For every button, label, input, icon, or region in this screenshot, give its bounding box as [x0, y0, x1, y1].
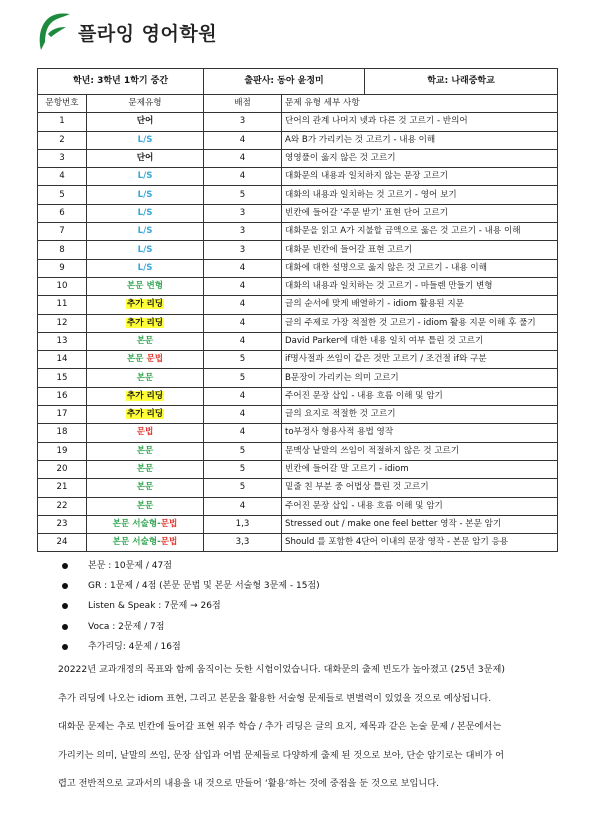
question-type — [87, 168, 204, 186]
header-num: 문항번호 — [38, 95, 87, 113]
question-score: 4 — [204, 296, 282, 314]
academy-logo — [36, 12, 217, 52]
question-number: 8 — [38, 241, 87, 259]
question-number: 21 — [38, 479, 87, 497]
question-type — [87, 186, 204, 204]
question-score: 4 — [204, 259, 282, 277]
question-type — [87, 223, 204, 241]
type-label: 본문 변형 — [126, 281, 164, 292]
question-score: 4 — [204, 406, 282, 424]
table-row — [38, 204, 558, 222]
question-type — [87, 277, 204, 295]
header-score: 배점 — [204, 95, 282, 113]
question-type — [87, 369, 204, 387]
type-label: L/S — [137, 189, 153, 200]
table-row — [38, 332, 558, 350]
question-type — [87, 241, 204, 259]
header-type: 문제유형 — [87, 95, 204, 113]
question-score: 4 — [204, 424, 282, 442]
question-number: 13 — [38, 332, 87, 350]
question-type — [87, 497, 204, 515]
question-detail: 주어진 문장 삽입 - 내용 흐름 이해 및 암기 — [282, 497, 558, 515]
question-score: 4 — [204, 387, 282, 405]
header-detail: 문제 유형 세부 사항 — [282, 95, 558, 113]
question-number: 9 — [38, 259, 87, 277]
table-row — [38, 442, 558, 460]
table-row — [38, 406, 558, 424]
question-number: 22 — [38, 497, 87, 515]
table-row — [38, 479, 558, 497]
question-type — [87, 534, 204, 552]
question-number: 19 — [38, 442, 87, 460]
info-row — [38, 69, 558, 95]
question-detail: 대화의 내용과 일치하는 것 고르기 - 마들렌 만들기 변형 — [282, 277, 558, 295]
question-number: 2 — [38, 131, 87, 149]
question-number: 6 — [38, 204, 87, 222]
commentary-line: 추가 리딩에 나오는 idiom 표현, 그리고 본문을 활용한 서술형 문제들로 변별력이 있었을 것으로 예상됩니다. — [58, 693, 492, 704]
question-detail: 영영풀이 옳지 않은 것 고르기 — [282, 149, 558, 167]
question-score: 3 — [204, 241, 282, 259]
question-type — [87, 332, 204, 350]
exam-analysis-table — [37, 68, 558, 552]
table-row — [38, 387, 558, 405]
table-row — [38, 277, 558, 295]
type-label: 추가 리딩 — [126, 317, 164, 328]
question-detail: to부정사 형용사적 용법 영작 — [282, 424, 558, 442]
commentary-line: 렵고 전반적으로 교과서의 내용을 내 것으로 만들어 ‘활용’하는 것에 중점을 둔 것으로 보입니다. — [58, 778, 440, 789]
question-number: 1 — [38, 113, 87, 131]
question-number: 12 — [38, 314, 87, 332]
table-row — [38, 259, 558, 277]
publisher-cell: 출판사: 동아 윤정미 — [204, 69, 365, 95]
question-detail: 빈칸에 들어갈 ‘주문 받기’ 표현 단어 고르기 — [282, 204, 558, 222]
question-score: 3 — [204, 204, 282, 222]
type-label: 추가 리딩 — [126, 409, 164, 420]
question-type — [87, 442, 204, 460]
question-detail: if명사절과 쓰임이 같은 것만 고르기 / 조건절 if와 구분 — [282, 351, 558, 369]
bullet-item: 추가리딩: 4문제 / 16점 — [62, 637, 320, 657]
question-score: 4 — [204, 497, 282, 515]
question-detail: 주어진 문장 삽입 - 내용 흐름 이해 및 암기 — [282, 387, 558, 405]
question-score: 4 — [204, 277, 282, 295]
question-type — [87, 204, 204, 222]
table-row — [38, 424, 558, 442]
question-score: 4 — [204, 168, 282, 186]
type-label: 단어 — [136, 153, 154, 164]
table-row — [38, 186, 558, 204]
question-score: 5 — [204, 186, 282, 204]
leaf-logo-icon — [36, 12, 72, 52]
question-detail: Stressed out / make one feel better 영작 - 본문 암기 — [282, 515, 558, 533]
type-label: 본문 — [136, 336, 154, 346]
question-number: 18 — [38, 424, 87, 442]
question-type — [87, 113, 204, 131]
table-row — [38, 223, 558, 241]
type-label: 본문 — [136, 500, 154, 511]
type-label: 본문 — [136, 482, 154, 493]
type-label-part: 본문 서술형- — [112, 537, 161, 548]
table-row — [38, 460, 558, 478]
type-label: 본문 — [136, 372, 154, 383]
question-detail: Should 를 포함한 4단어 이내의 문장 영작 - 본문 암기 응용 — [282, 534, 558, 552]
table-row — [38, 149, 558, 167]
question-score: 3 — [204, 223, 282, 241]
question-type — [87, 149, 204, 167]
question-score: 4 — [204, 314, 282, 332]
type-label: L/S — [137, 171, 153, 182]
question-type — [87, 387, 204, 405]
table-row — [38, 497, 558, 515]
type-label: L/S — [137, 262, 153, 273]
school-cell: 학교: 나래중학교 — [365, 69, 558, 95]
question-score: 5 — [204, 479, 282, 497]
question-type — [87, 351, 204, 369]
type-label: L/S — [137, 207, 153, 218]
type-label: 단어 — [136, 116, 154, 127]
question-number: 11 — [38, 296, 87, 314]
question-detail: 밑줄 친 부분 중 어법상 틀린 것 고르기 — [282, 479, 558, 497]
question-detail: 대화문의 내용과 일치하지 않는 문장 고르기 — [282, 168, 558, 186]
summary-bullets — [62, 556, 320, 657]
table-row — [38, 296, 558, 314]
grade-cell: 학년: 3학년 1학기 중간 — [38, 69, 204, 95]
bullet-item: Listen & Speak : 7문제 → 26점 — [62, 596, 320, 616]
question-detail: David Parker에 대한 내용 일치 여부 틀린 것 고르기 — [282, 332, 558, 350]
bullet-item: GR : 1문제 / 4점 (본문 문법 및 본문 서술형 3문제 - 15점) — [62, 576, 320, 596]
logo-text: 플라잉 영어학원 — [78, 22, 218, 45]
question-score: 5 — [204, 442, 282, 460]
question-number: 3 — [38, 149, 87, 167]
type-label-part: 문법 — [160, 537, 178, 548]
table-row — [38, 168, 558, 186]
type-label-part: 본문 서술형- — [112, 518, 161, 529]
question-score: 5 — [204, 351, 282, 369]
question-detail: A와 B가 가리키는 것 고르기 - 내용 이해 — [282, 131, 558, 149]
type-label: 문법 — [136, 427, 154, 438]
commentary-line: 20222년 교과개정의 목표와 함께 움직이는 듯한 시험이었습니다. 대화문의 출제 빈도가 높아졌고 (25년 3문제) — [58, 664, 505, 675]
question-number: 24 — [38, 534, 87, 552]
header-row — [38, 95, 558, 113]
question-number: 7 — [38, 223, 87, 241]
bullet-item: Voca : 2문제 / 7점 — [62, 617, 320, 637]
question-number: 10 — [38, 277, 87, 295]
question-type — [87, 314, 204, 332]
question-type — [87, 460, 204, 478]
table-row — [38, 131, 558, 149]
question-detail: B문장이 가리키는 의미 고르기 — [282, 369, 558, 387]
question-score: 4 — [204, 149, 282, 167]
table-row — [38, 113, 558, 131]
question-number: 20 — [38, 460, 87, 478]
question-score: 3 — [204, 113, 282, 131]
question-type — [87, 131, 204, 149]
type-label: 본문 — [136, 445, 154, 456]
question-score: 4 — [204, 332, 282, 350]
type-label: L/S — [137, 134, 153, 145]
question-number: 4 — [38, 168, 87, 186]
type-label-part: 문법 — [160, 518, 178, 529]
table-row — [38, 369, 558, 387]
question-type — [87, 296, 204, 314]
type-label: 추가 리딩 — [126, 299, 164, 310]
question-type — [87, 259, 204, 277]
question-type — [87, 424, 204, 442]
type-label: L/S — [137, 226, 153, 237]
question-number: 16 — [38, 387, 87, 405]
question-type — [87, 406, 204, 424]
question-detail: 대화문 빈칸에 들어갈 표현 고르기 — [282, 241, 558, 259]
question-score: 5 — [204, 369, 282, 387]
question-detail: 대화문을 읽고 A가 지불할 금액으로 옳은 것 고르기 - 내용 이해 — [282, 223, 558, 241]
question-number: 15 — [38, 369, 87, 387]
question-score: 4 — [204, 131, 282, 149]
question-score: 3,3 — [204, 534, 282, 552]
table-row — [38, 314, 558, 332]
question-type — [87, 515, 204, 533]
table-row — [38, 351, 558, 369]
question-detail: 단어의 관계 나머지 넷과 다른 것 고르기 - 반의어 — [282, 113, 558, 131]
type-label: 본문 — [136, 464, 154, 475]
question-score: 5 — [204, 460, 282, 478]
commentary-line: 가리키는 의미, 낱말의 쓰임, 문장 삽입과 어법 문제들로 다양하게 출제 된 것으로 보아, 단순 암기로는 대비가 어 — [58, 750, 504, 761]
question-detail: 글의 주제로 가장 적절한 것 고르기 - idiom 활용 지문 이해 후 풀기 — [282, 314, 558, 332]
question-detail: 글의 순서에 맞게 배열하기 - idiom 활용된 지문 — [282, 296, 558, 314]
table-row — [38, 241, 558, 259]
question-number: 5 — [38, 186, 87, 204]
commentary-line: 대화문 문제는 추로 빈칸에 들어갈 표현 위주 학습 / 추가 리딩은 글의 요지, 제목과 같은 논술 문제 / 본문에서는 — [58, 721, 502, 732]
question-detail: 대화의 내용과 일치하는 것 고르기 - 영어 보기 — [282, 186, 558, 204]
bullet-item: 본문 : 10문제 / 47점 — [62, 556, 320, 576]
type-label-part: 본문 — [126, 354, 147, 365]
type-label: 추가 리딩 — [126, 390, 164, 401]
question-score: 1,3 — [204, 515, 282, 533]
type-label: L/S — [137, 244, 153, 255]
question-number: 17 — [38, 406, 87, 424]
table-row — [38, 515, 558, 533]
table-row — [38, 534, 558, 552]
question-number: 14 — [38, 351, 87, 369]
question-number: 23 — [38, 515, 87, 533]
question-type — [87, 479, 204, 497]
type-label-part: 문법 — [146, 354, 164, 365]
question-detail: 글의 요지로 적절한 것 고르기 — [282, 406, 558, 424]
question-detail: 빈칸에 들어갈 말 고르기 - idiom — [282, 460, 558, 478]
question-detail: 대화에 대한 설명으로 옳지 않은 것 고르기 - 내용 이해 — [282, 259, 558, 277]
question-detail: 문맥상 낱말의 쓰임이 적절하지 않은 것 고르기 — [282, 442, 558, 460]
